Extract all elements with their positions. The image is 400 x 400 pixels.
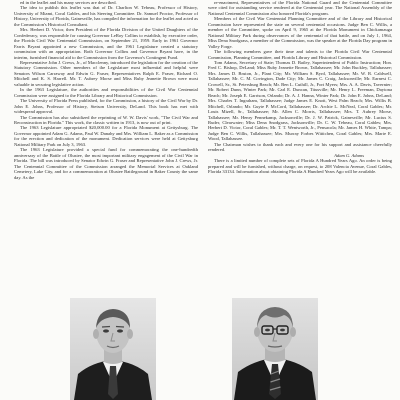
right-paragraph: Tom Adams, Secretary of State; Thomas D. Bailey, Superintendent of Public Instruction; Hon. Fred C. Bishop, DeLand; Miss Ruby Jeanette Brown, Tallahassee; Mr. John Buckley, Tallahassee; Mrs. James D. Bruton, Jr., Plant City; Mr. William S. Byrd, Tallahassee; Mr. W. R. Caldwell, Tallahassee; Mr. C. M. Covington, Dade City; Mr. James C. Craig, Jacksonville; Mr. Earnest C. Crowell, Sr., St. Petersburg Beach; Mr. Ben L. Cuthill, Jr., Fort Myers; Mrs. A. A. Davis, Tavernier; Mr. Robert Dunn, Winter Park; Mr. Carl E. Duncan, Titusville; Mr. Henry L. Freeman, Daytona Beach; Mr. Joseph E. Garrison, Orlando; Dr. A. J. Hanna, Winter Park; Dr. John E. Johns, DeLand; Mrs. Charles T. Ingraham, Tallahassee; Judge James E. Knott, West Palm Beach; Mrs. Willis B. Mitchell, Orlando; Mr. Guyte P. McCord, Tallahassee; Dr. Archie L. McNeal, Coral Gables; Mr. Louis Mizell, Sr., Tallahassee; Mr. Allen C. Morris, Tallahassee; Mrs. T. Aubrey Morse, Tallahassee; Mr. Henry Pennekamp, Jacksonville; Dr. J. W. Patrick, Gainesville; Mr. Lucius S. Ruder, Clearwater; Miss Dena Snodgrass, Jacksonville; Dr. C. W. Tebeau, Coral Gables; Mrs. Herbert D. Victor, Coral Gables; Mr. T. T. Wentworth, Jr., Pensacola; Mr. James H. White, Tampa; Judge Ben C. Willis, Tallahassee; Mrs. Murray Forbes Wittichen, Coral Gables; Mrs. Marie E. Wood, Tallahassee. <box>208 59 392 142</box>
left-paragraph: The 1963 Legislature appropriated $20,000.00 for a Florida Monument at Gettysburg. The Governor appointed Adam G. Adams, Paul W. Danahy and Mrs. William L. Baker as a Commission for the erection and dedication of the monument. Dedication services were held at Gettysburg National Military Park on July 3, 1963. <box>14 125 198 147</box>
right-text-column <box>208 0 392 296</box>
closing-paragraph: There is a limited number of complete sets of Florida A Hundred Years Ago. An order is being prepared and will be furnished, without charge, on request, to 208 Valencia Avenue, Coral Gables, Florida 33134. Information about obtaining Florida A Hundred Years Ago will be available. <box>208 158 392 175</box>
signoff: Adam G. Adams <box>334 152 364 158</box>
left-paragraph: Representative John J. Crews, Jr., of Macclenny, introduced the legislation for the creation of the Statutory Commission. Other members of the Legislature most influential and helpful were Senators Wilson Carraway and Edwin G. Fraser, Representatives Ralph E. Fraser, Richard O. Mitchell and K. S. Harrell. Mr. T. Aubrey Morse and Miss Ruby Jeanette Brown were most valuable in securing legislative action. <box>14 59 198 87</box>
portrait-photo-right <box>232 298 318 400</box>
portrait-photo-left <box>70 298 156 400</box>
left-paragraph: The idea to publish this leaflet was that of Dr. Charlton W. Tebeau, Professor of History, University of Miami, Coral Gables, and his Steering Committee. Dr. Samuel Proctor, Professor of History, University of Florida, Gainesville, has compiled the information for the leaflet and acted as the Commission's Historical Consultant. <box>14 5 198 27</box>
left-paragraph: In the 1963 Legislature, the authorities and responsibilities of the Civil War Centennial Commission were assigned to the Florida Library and Historical Commission. <box>14 87 198 98</box>
left-paragraph: The Commission has also subsidized the reprinting of W. W. Davis' work, "The Civil War and Reconstruction in Florida." This work, the classic written in 1913, is now out of print. <box>14 114 198 125</box>
right-paragraph: re-enactment, Representatives of the Florida National Guard and the Centennial Committee were cited for outstanding service rendered at the Centennial year. The National Assembly of the National Centennial Commission also honored Florida's program. <box>208 0 392 16</box>
left-paragraph: Mrs. Herbert D. Victor, then President of the Florida Division of the United Daughters of the Confederacy, was responsible for causing Governor LeRoy Collins to establish, by executive order, the Florida Civil War Centennial Commission, on September 21, 1959. Early in 1961 Governor Farris Bryant appointed a new Commission, and the 1961 Legislature created a statutory commission with an appropriation. Both Governor Collins and Governor Bryant have, in the interim, furnished financial aid to the Commission from the Governor's Contingent Fund. <box>14 27 198 60</box>
right-paragraph: Members of the Civil War Centennial Planning Committee and of the Library and Historical Commission have represented the state on several centennial occasions. Judge Ben C. Willis, a member of the Committee, spoke on April 9, 1965 at the Florida Monument in Chickamauga National Military Park during observances of the centennial of that battle, and on July 1, 1964, Miss Dena Snodgrass, a member of the Commission, was the speaker at the Florida Day program in Valley Forge. <box>208 16 392 49</box>
right-paragraph: The Chairman wishes to thank each and every one for his support and assistance cheerfully rendered. <box>208 141 392 153</box>
right-paragraph: The following members gave their time and talents to the Florida Civil War Centennial Commission, Planning Committee, and Florida Library and Historical Commission. <box>208 49 392 60</box>
left-paragraph: The University of Florida Press published, for the Commission, a history of the Civil War by Dr. John E. Johns, Professor of History, Stetson University, DeLand. This book has met with widespread approval. <box>14 98 198 115</box>
left-paragraph: ed in the leaflet and his many services are described. <box>20 0 117 5</box>
left-text-column <box>14 0 198 296</box>
left-paragraph: The 1963 Legislature provided a special fund for commemorating the one-hundredth anniversary of the Battle of Olustee, the most important military engagement of the Civil War in Florida. The bill was introduced by Senator Edwin G. Fraser and Representative John J. Crews, Jr. The Centennial Committee of the Commission arranged the Memorial Services at Oakland Cemetery, Lake City, and for a commemoration at Olustee Battleground in Baker County the same day. As the <box>14 147 198 180</box>
